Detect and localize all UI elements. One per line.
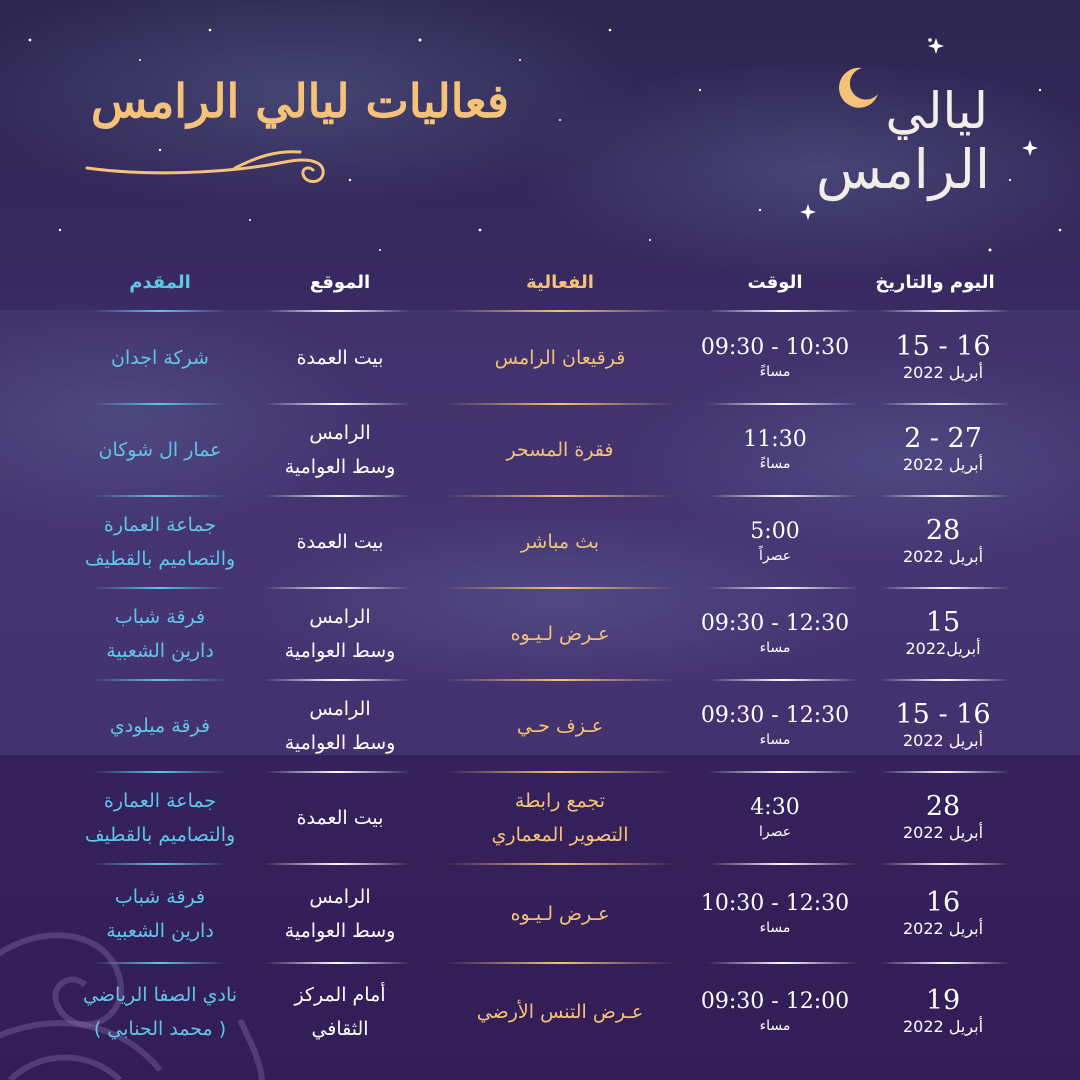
- location-cell: [265, 964, 415, 1060]
- date-days: 19: [925, 985, 961, 1016]
- date-month: أبريل 2022: [902, 918, 984, 938]
- event-cell-line: التصوير المعماري: [491, 824, 629, 846]
- date-cell: [868, 589, 1018, 679]
- location-cell-line: وسط العوامية: [284, 919, 396, 942]
- time-range: 5:00: [750, 519, 800, 544]
- date-month: أبريل 2022: [902, 547, 984, 566]
- date-cell: [868, 497, 1018, 587]
- time-cell: [690, 964, 860, 1060]
- event-cell: [445, 405, 675, 495]
- table-row: [0, 681, 1080, 771]
- host-cell-line: جماعة العمارة: [103, 514, 217, 536]
- location-cell-line: أمام المركز الثقافي: [294, 984, 386, 1040]
- event-cell: [445, 497, 675, 587]
- column-header-host: المقدم: [129, 272, 191, 293]
- column-header-date: اليوم والتاريخ: [875, 272, 995, 293]
- table-row: [0, 589, 1080, 679]
- date-days: 15 - 16: [895, 330, 991, 362]
- location-cell-line: الرامس: [309, 606, 371, 628]
- location-cell: [265, 773, 415, 863]
- event-cell: [445, 964, 675, 1060]
- location-cell-line: وسط العوامية: [284, 732, 396, 754]
- time-period: مساء: [759, 919, 791, 936]
- location-cell: [265, 312, 415, 403]
- time-range: 09:30 - 10:30: [700, 334, 850, 360]
- event-cell-line: عـرض التنس الأرضي: [476, 1001, 644, 1023]
- date-days: 2 - 27: [904, 423, 982, 454]
- time-range: 09:30 - 12:30: [700, 703, 850, 728]
- time-range: 09:30 - 12:30: [700, 611, 850, 636]
- event-cell-line: بث مباشر: [520, 531, 600, 553]
- host-cell-line: شركة اجدان: [111, 346, 209, 369]
- host-cell-line: عمار ال شوكان: [98, 439, 222, 461]
- table-row: [0, 405, 1080, 495]
- host-cell: [60, 964, 260, 1060]
- host-cell: [60, 405, 260, 495]
- date-cell: [868, 312, 1018, 403]
- time-period: عصرا: [758, 824, 792, 840]
- host-cell-line: فرقة شباب: [114, 885, 206, 908]
- date-month: أبريل 2022: [902, 1017, 984, 1036]
- date-month: أبريل 2022: [902, 362, 984, 382]
- table-row: [0, 773, 1080, 863]
- host-cell: [60, 312, 260, 403]
- date-month: أبريل 2022: [902, 455, 984, 474]
- host-cell-line: فرقة شباب: [114, 606, 206, 628]
- time-cell: [690, 773, 860, 863]
- date-days: 28: [925, 515, 961, 546]
- location-cell-line: بيت العمدة: [296, 531, 384, 553]
- host-cell-line: ( محمد الحنابي ): [93, 1018, 227, 1040]
- time-cell: [690, 865, 860, 962]
- date-days: 28: [925, 791, 961, 822]
- time-range: 4:30: [750, 795, 800, 820]
- host-cell-line: فرقة ميلودي: [109, 715, 211, 737]
- event-cell: [445, 773, 675, 863]
- location-cell: [265, 405, 415, 495]
- time-period: مساء: [759, 640, 791, 656]
- location-cell-line: الرامس: [309, 422, 371, 444]
- time-period: مساءً: [759, 363, 791, 380]
- host-cell-line: نادي الصفا الرياضي: [82, 984, 238, 1006]
- date-cell: [868, 681, 1018, 771]
- column-header-time: الوقت: [747, 272, 803, 293]
- date-month: أبريل 2022: [902, 823, 984, 842]
- table-row: [0, 312, 1080, 403]
- event-cell-line: عـزف حـي: [516, 715, 604, 737]
- date-cell: [868, 865, 1018, 962]
- host-cell: [60, 497, 260, 587]
- time-range: 09:30 - 12:00: [700, 989, 850, 1014]
- location-cell-line: بيت العمدة: [296, 346, 384, 369]
- location-cell-line: بيت العمدة: [296, 807, 384, 829]
- time-period: عصراً: [758, 548, 792, 564]
- logo: [815, 62, 1008, 212]
- date-cell: [868, 964, 1018, 1060]
- date-days: 15: [925, 607, 961, 638]
- logo-text-line2: الرامس: [815, 138, 990, 201]
- date-days: 16: [925, 886, 961, 918]
- table-row: [0, 497, 1080, 587]
- host-cell-line: والتصاميم بالقطيف: [84, 824, 236, 846]
- host-cell: [60, 865, 260, 962]
- event-cell-line: قرقيعان الرامس: [494, 346, 626, 369]
- location-cell: [265, 589, 415, 679]
- host-cell-line: جماعة العمارة: [103, 790, 217, 812]
- time-period: مساء: [759, 1018, 791, 1034]
- location-cell-line: الرامس: [309, 885, 371, 908]
- date-month: أبريل2022: [905, 639, 981, 658]
- host-cell-line: دارين الشعبية: [106, 919, 214, 942]
- event-cell: [445, 589, 675, 679]
- table-row: [0, 964, 1080, 1060]
- location-cell-line: وسط العوامية: [284, 456, 396, 478]
- column-header-location: الموقع: [309, 272, 371, 293]
- location-cell: [265, 497, 415, 587]
- time-period: مساءً: [759, 456, 791, 472]
- crescent-moon-icon: [832, 62, 882, 112]
- date-cell: [868, 773, 1018, 863]
- logo-text-line1: ليالي: [885, 82, 988, 140]
- event-cell: [445, 312, 675, 403]
- page-title: فعاليات ليالي الرامس: [91, 74, 509, 128]
- event-cell-line: عـرض لـيـوه: [510, 902, 610, 925]
- time-cell: [690, 405, 860, 495]
- location-cell: [265, 865, 415, 962]
- host-cell: [60, 773, 260, 863]
- time-range: 10:30 - 12:30: [700, 890, 850, 916]
- host-cell-line: دارين الشعبية: [106, 640, 214, 662]
- event-cell-line: عـرض لـيـوه: [510, 623, 610, 645]
- table-row: [0, 865, 1080, 962]
- location-cell-line: الرامس: [309, 698, 371, 720]
- time-range: 11:30: [743, 427, 807, 452]
- event-cell-line: تجمع رابطة: [514, 790, 606, 812]
- time-cell: [690, 312, 860, 403]
- host-cell: [60, 681, 260, 771]
- date-month: أبريل 2022: [902, 731, 984, 750]
- time-period: مساء: [759, 732, 791, 748]
- host-cell: [60, 589, 260, 679]
- date-days: 15 - 16: [895, 699, 991, 730]
- host-cell-line: والتصاميم بالقطيف: [84, 548, 236, 570]
- date-cell: [868, 405, 1018, 495]
- time-cell: [690, 681, 860, 771]
- event-cell: [445, 865, 675, 962]
- column-header-event: الفعالية: [526, 272, 594, 293]
- time-cell: [690, 589, 860, 679]
- location-cell-line: وسط العوامية: [284, 640, 396, 662]
- time-cell: [690, 497, 860, 587]
- event-cell: [445, 681, 675, 771]
- location-cell: [265, 681, 415, 771]
- event-cell-line: فقرة المسحر: [506, 439, 614, 461]
- flourish-ornament-icon: [85, 140, 335, 190]
